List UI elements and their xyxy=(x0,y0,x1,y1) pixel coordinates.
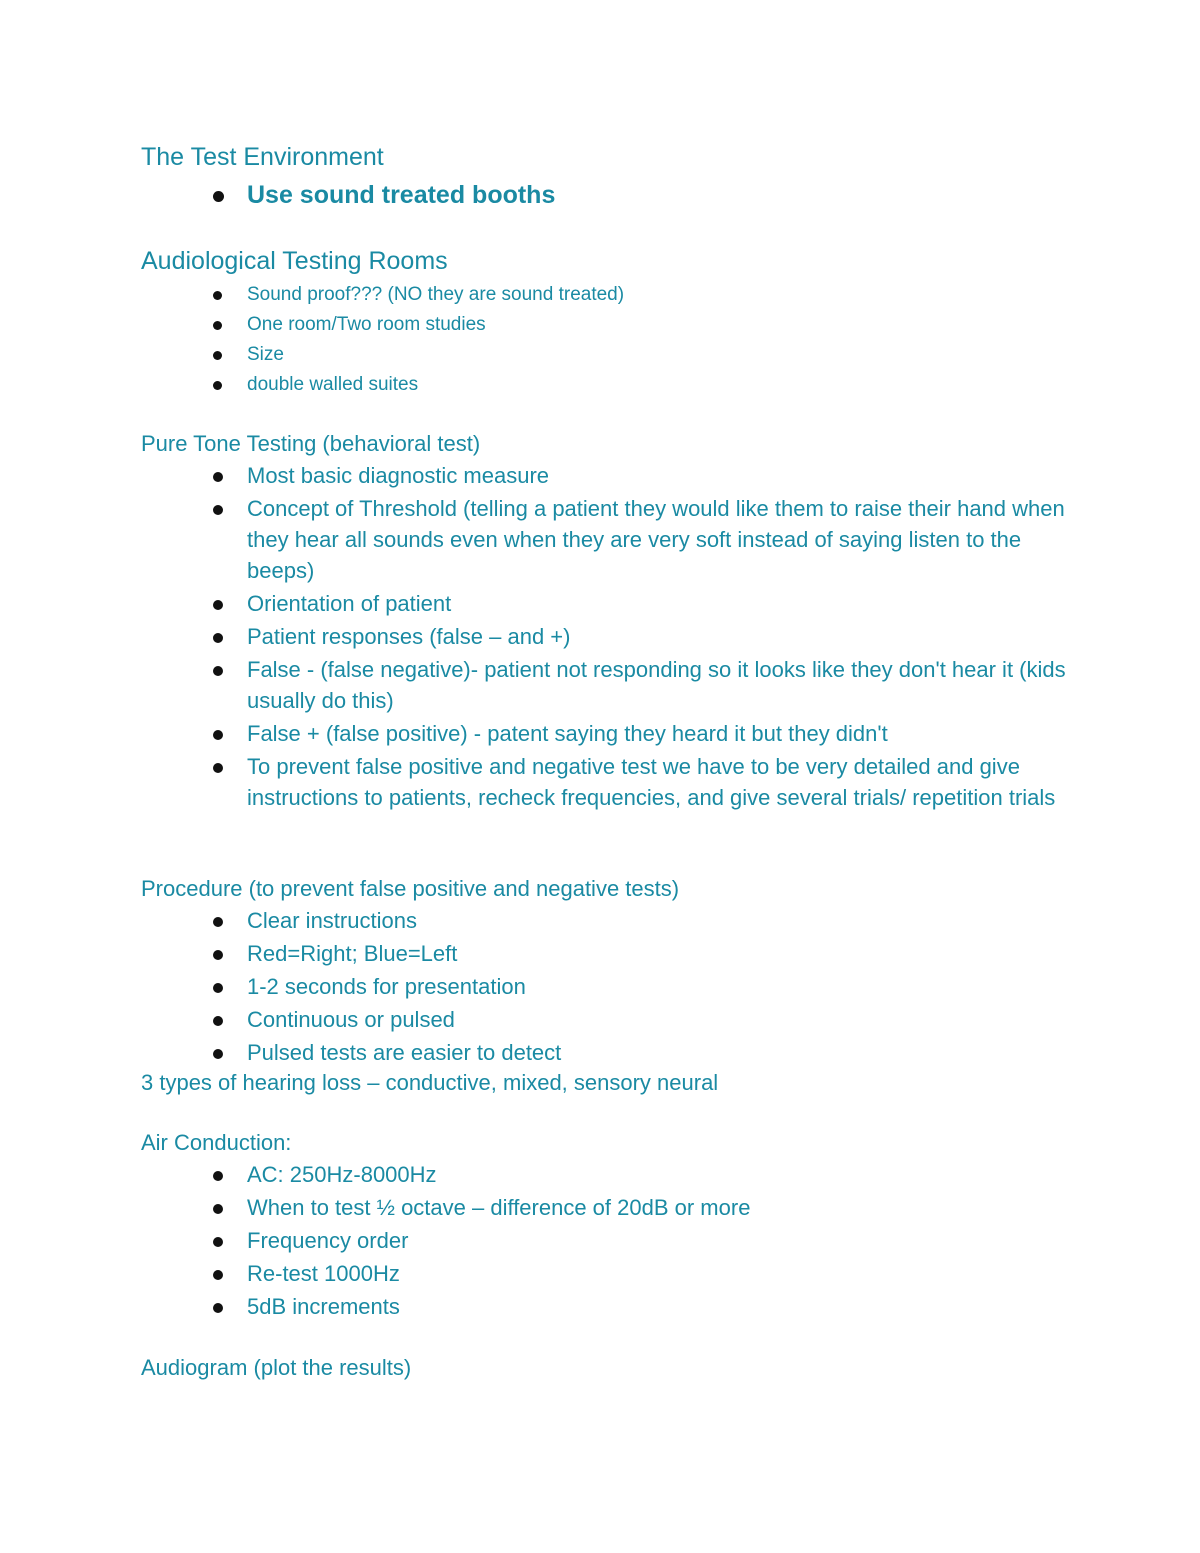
heading-testing-rooms: Audiological Testing Rooms xyxy=(141,247,448,275)
section-air-conduction xyxy=(141,1128,1071,1324)
list-item xyxy=(141,340,1071,370)
heading-audiogram: Audiogram (plot the results) xyxy=(141,1355,412,1380)
list-item xyxy=(141,621,1071,652)
list-item xyxy=(141,493,1071,586)
bullet-icon xyxy=(213,321,222,330)
list-item xyxy=(141,751,1071,813)
list-item xyxy=(141,588,1071,619)
list-item-text: Sound proof??? (NO they are sound treated) xyxy=(247,284,625,305)
list-item xyxy=(141,1159,1071,1190)
list-item-text: Continuous or pulsed xyxy=(247,1007,455,1032)
list-item-text: Pulsed tests are easier to detect xyxy=(247,1040,562,1065)
list-item xyxy=(141,280,1071,310)
list-item-text: Orientation of patient xyxy=(247,591,452,616)
bullet-icon xyxy=(213,1303,223,1313)
list-item-text: One room/Two room studies xyxy=(247,314,486,335)
bullet-icon xyxy=(213,730,223,740)
bullet-icon xyxy=(213,191,224,202)
heading-procedure: Procedure (to prevent false positive and negative tests) xyxy=(141,876,680,901)
list-item xyxy=(141,370,1071,400)
bullet-icon xyxy=(213,1204,223,1214)
bullet-icon xyxy=(213,633,223,643)
list-testing-rooms xyxy=(141,280,1071,400)
list-item xyxy=(141,971,1071,1002)
bullet-icon xyxy=(213,381,222,390)
list-item-text: To prevent false positive and negative test we have to be very detailed and give instructions to patients, recheck frequencies, and give several trials/ repetition trials xyxy=(247,754,1056,810)
list-item xyxy=(141,179,1071,211)
bullet-icon xyxy=(213,666,223,676)
list-item-text: Re-test 1000Hz xyxy=(247,1261,400,1286)
bullet-icon xyxy=(213,983,223,993)
list-procedure xyxy=(141,905,1071,1068)
list-item-text: Size xyxy=(247,344,284,365)
list-item xyxy=(141,905,1071,936)
list-item-text: Patient responses (false – and +) xyxy=(247,624,571,649)
section-procedure xyxy=(141,874,1071,1098)
list-item xyxy=(141,1291,1071,1322)
list-air-conduction xyxy=(141,1159,1071,1322)
section-testing-rooms xyxy=(141,245,1071,400)
bullet-icon xyxy=(213,1171,223,1181)
list-item xyxy=(141,1004,1071,1035)
bullet-icon xyxy=(213,351,222,360)
list-item xyxy=(141,1192,1071,1223)
bullet-icon xyxy=(213,1049,223,1059)
bullet-icon xyxy=(213,950,223,960)
bullet-icon xyxy=(213,600,223,610)
list-item xyxy=(141,1037,1071,1068)
list-item-text: 1-2 seconds for presentation xyxy=(247,974,526,999)
bullet-icon xyxy=(213,291,222,300)
list-item xyxy=(141,1225,1071,1256)
list-test-environment xyxy=(141,179,1071,211)
list-item xyxy=(141,1258,1071,1289)
list-item-text: Clear instructions xyxy=(247,908,417,933)
section-audiogram xyxy=(141,1353,1071,1383)
bullet-icon xyxy=(213,1270,223,1280)
list-pure-tone xyxy=(141,460,1071,813)
hearing-loss-types: 3 types of hearing loss – conductive, mixed, sensory neural xyxy=(141,1070,719,1095)
list-item-text: double walled suites xyxy=(247,374,419,395)
bullet-icon xyxy=(213,917,223,927)
bullet-icon xyxy=(213,763,223,773)
list-item-text: 5dB increments xyxy=(247,1294,400,1319)
list-item-text: AC: 250Hz-8000Hz xyxy=(247,1162,437,1187)
list-item-text: Concept of Threshold (telling a patient they would like them to raise their hand when they hear all sounds even when they are very soft instead of saying listen to the beeps) xyxy=(247,496,1065,583)
heading-pure-tone: Pure Tone Testing (behavioral test) xyxy=(141,431,481,456)
bullet-icon xyxy=(213,1237,223,1247)
section-pure-tone xyxy=(141,429,1071,815)
list-item-text: Red=Right; Blue=Left xyxy=(247,941,458,966)
list-item-text: Frequency order xyxy=(247,1228,409,1253)
heading-test-environment: The Test Environment xyxy=(141,143,384,171)
heading-air-conduction: Air Conduction: xyxy=(141,1130,292,1155)
section-test-environment xyxy=(141,141,1071,211)
bullet-icon xyxy=(213,505,223,515)
bullet-icon xyxy=(213,472,223,482)
list-item-text: When to test ½ octave – difference of 20dB or more xyxy=(247,1195,751,1220)
list-item xyxy=(141,938,1071,969)
list-item xyxy=(141,654,1071,716)
list-item xyxy=(141,718,1071,749)
list-item xyxy=(141,310,1071,340)
list-item xyxy=(141,460,1071,491)
bullet-icon xyxy=(213,1016,223,1026)
list-item-text: Use sound treated booths xyxy=(247,181,556,209)
list-item-text: False + (false positive) - patent saying they heard it but they didn't xyxy=(247,721,888,746)
list-item-text: False - (false negative)- patient not responding so it looks like they don't hear it (kids usually do this) xyxy=(247,657,1066,713)
list-item-text: Most basic diagnostic measure xyxy=(247,463,550,488)
